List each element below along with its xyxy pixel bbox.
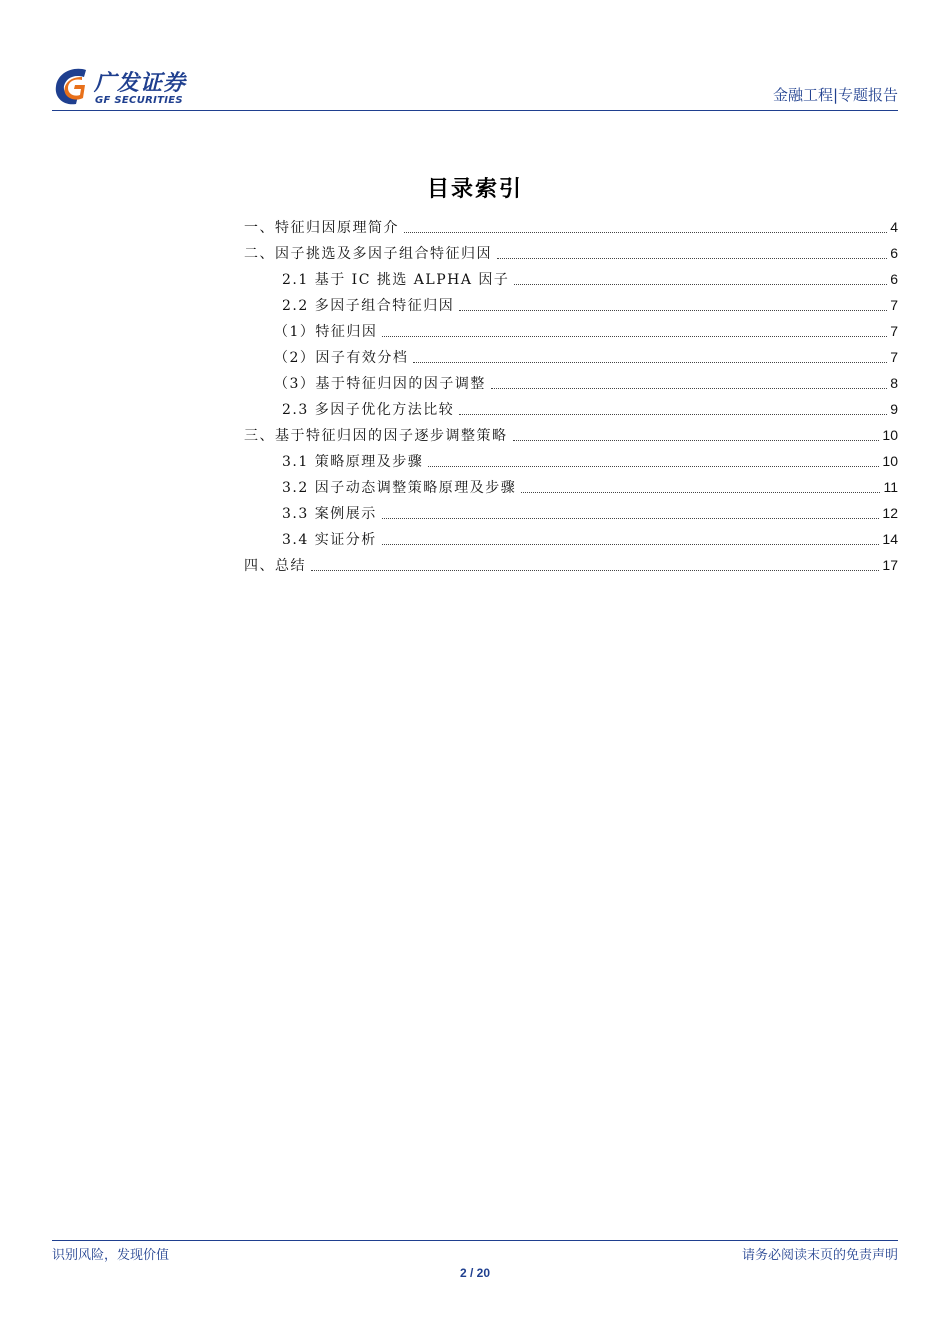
table-of-contents	[244, 214, 898, 578]
toc-entry-text: 3.2 因子动态调整策略原理及步骤	[282, 480, 517, 496]
toc-entry-page: 7	[890, 323, 898, 339]
toc-entry[interactable]	[244, 500, 898, 526]
toc-entry[interactable]	[244, 422, 898, 448]
toc-entry[interactable]	[244, 214, 898, 240]
toc-dot-leader	[514, 284, 887, 285]
toc-entry-page: 10	[882, 453, 898, 469]
toc-entry-text: 2.1 基于 IC 挑选 ALPHA 因子	[282, 272, 510, 288]
toc-entry-text: （1）特征归因	[274, 324, 378, 340]
toc-dot-leader	[413, 362, 887, 363]
toc-dot-leader	[382, 518, 880, 519]
toc-entry-page: 6	[890, 271, 898, 287]
toc-entry-page: 17	[882, 557, 898, 573]
toc-entry-page: 9	[890, 401, 898, 417]
toc-entry[interactable]	[244, 552, 898, 578]
toc-entry[interactable]	[244, 370, 898, 396]
toc-entry-text: 3.3 案例展示	[282, 506, 377, 522]
toc-entry[interactable]	[244, 448, 898, 474]
toc-title: 目录索引	[426, 177, 523, 202]
toc-entry-text: 四、总结	[244, 558, 306, 574]
page-number: 2 / 20	[459, 1266, 491, 1280]
toc-entry-text: 一、特征归因原理简介	[244, 220, 399, 236]
toc-entry-text: 三、基于特征归因的因子逐步调整策略	[244, 428, 508, 444]
toc-dot-leader	[382, 544, 880, 545]
toc-dot-leader	[382, 336, 887, 337]
toc-dot-leader	[459, 414, 887, 415]
toc-entry[interactable]	[244, 240, 898, 266]
gf-logo-icon	[52, 64, 92, 108]
toc-entry[interactable]	[244, 526, 898, 552]
toc-entry-page: 10	[882, 427, 898, 443]
toc-entry-text: 二、因子挑选及多因子组合特征归因	[244, 246, 492, 262]
toc-entry-page: 14	[882, 531, 898, 547]
toc-dot-leader	[513, 440, 880, 441]
header-divider	[52, 110, 898, 111]
page-header	[52, 62, 898, 110]
toc-entry[interactable]	[244, 266, 898, 292]
toc-entry-text: 2.2 多因子组合特征归因	[282, 298, 455, 314]
footer-slogan: 识别风险，发现价值	[52, 1248, 170, 1263]
toc-entry-text: （3）基于特征归因的因子调整	[274, 376, 486, 392]
toc-entry[interactable]	[244, 292, 898, 318]
logo-english-name: GF SECURITIES	[95, 95, 183, 106]
toc-entry-text: 2.3 多因子优化方法比较	[282, 402, 455, 418]
logo-chinese-name: 广发证券	[94, 71, 187, 96]
toc-dot-leader	[491, 388, 887, 389]
toc-dot-leader	[459, 310, 887, 311]
toc-dot-leader	[428, 466, 879, 467]
toc-entry[interactable]	[244, 318, 898, 344]
toc-entry-text: （2）因子有效分档	[274, 350, 409, 366]
toc-entry-page: 11	[883, 479, 898, 495]
toc-entry[interactable]	[244, 474, 898, 500]
toc-entry-page: 4	[890, 219, 898, 235]
footer-divider	[52, 1240, 898, 1241]
toc-dot-leader	[521, 492, 880, 493]
toc-entry-page: 7	[890, 297, 898, 313]
toc-entry-page: 12	[882, 505, 898, 521]
toc-entry[interactable]	[244, 396, 898, 422]
toc-entry-page: 7	[890, 349, 898, 365]
toc-entry-page: 8	[890, 375, 898, 391]
footer-disclaimer-note: 请务必阅读末页的免责声明	[741, 1248, 898, 1263]
report-section-label: 金融工程|专题报告	[772, 86, 898, 104]
toc-entry-text: 3.1 策略原理及步骤	[282, 454, 424, 470]
toc-dot-leader	[497, 258, 887, 259]
toc-entry-text: 3.4 实证分析	[282, 532, 377, 548]
toc-dot-leader	[311, 570, 879, 571]
toc-dot-leader	[404, 232, 887, 233]
toc-entry[interactable]	[244, 344, 898, 370]
toc-entry-page: 6	[890, 245, 898, 261]
